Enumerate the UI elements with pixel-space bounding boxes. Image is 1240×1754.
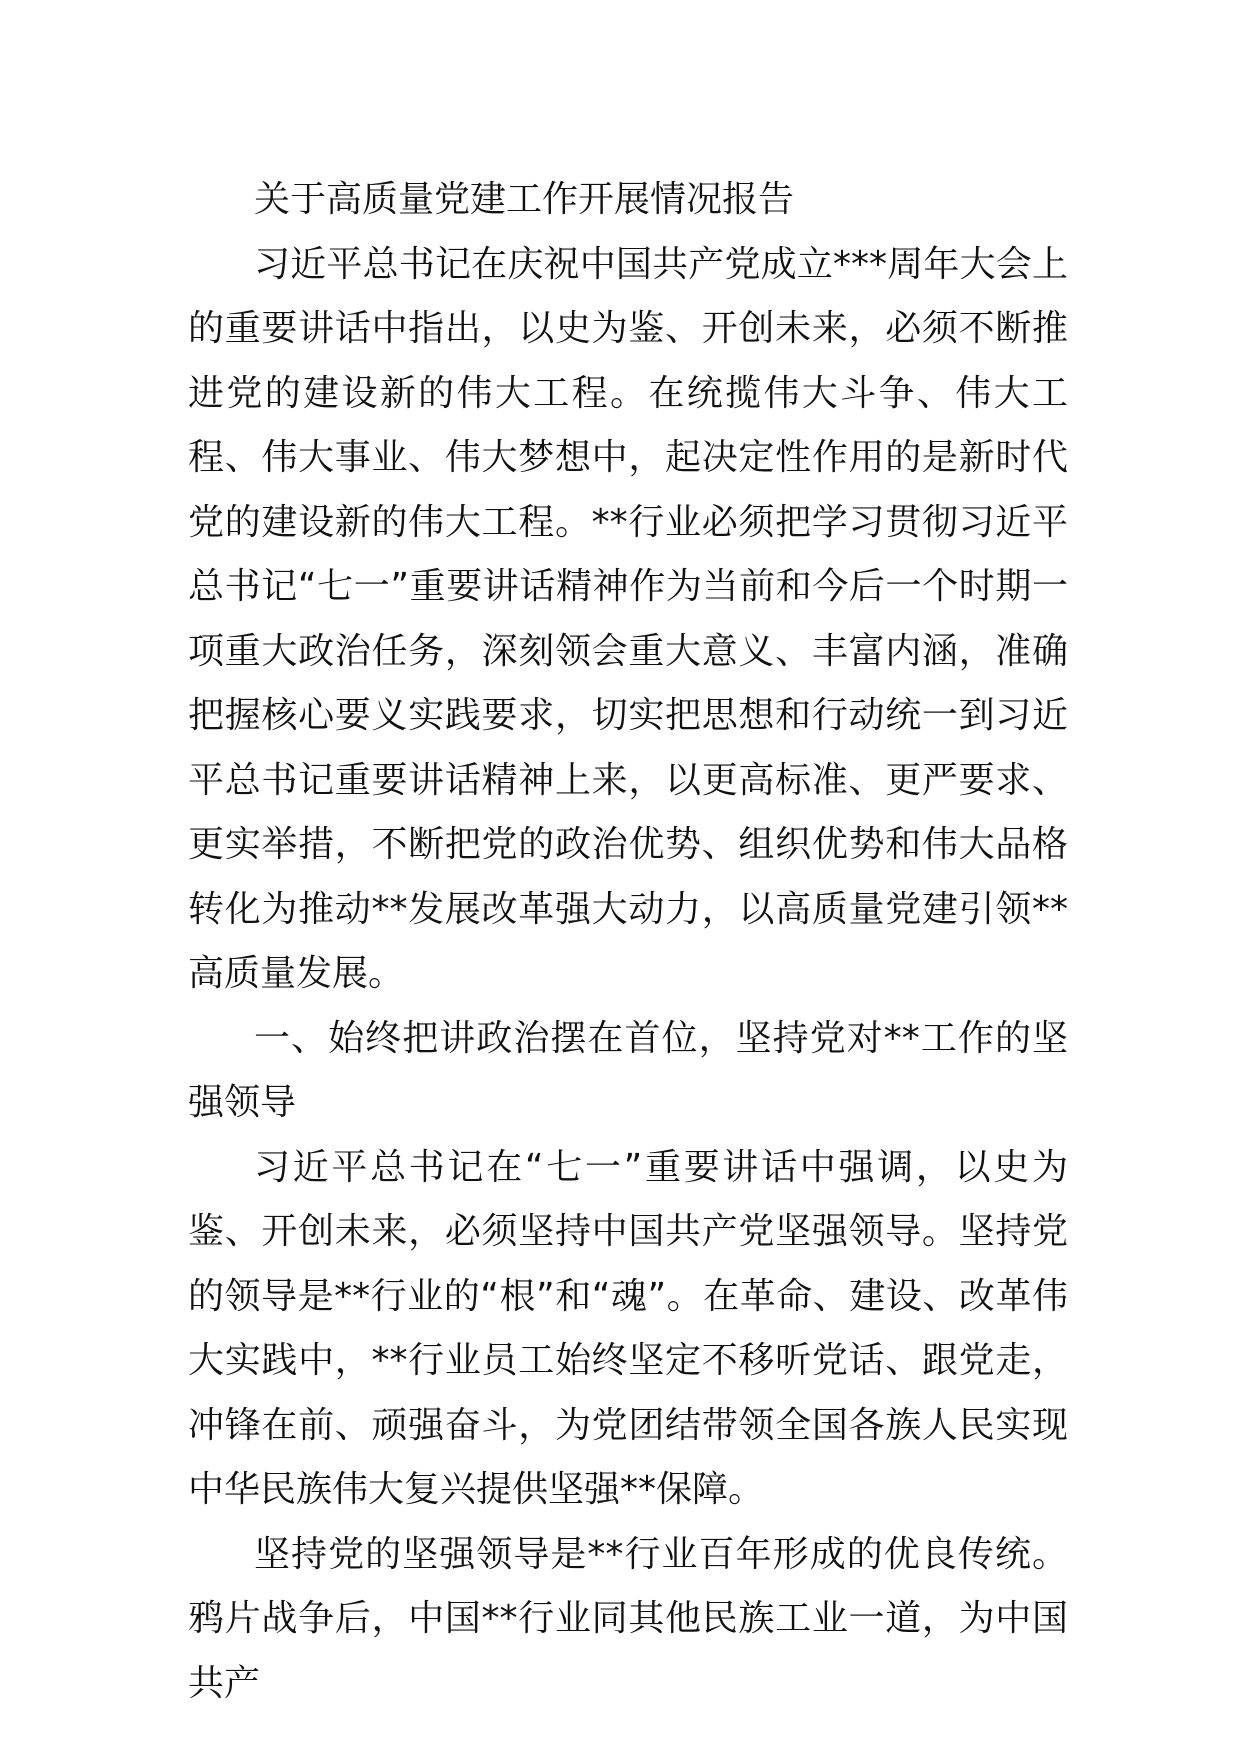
document-title: 关于高质量党建工作开展情况报告 <box>254 179 795 220</box>
paragraph-intro: 习近平总书记在庆祝中国共产党成立***周年大会上的重要讲话中指出，以史为鉴、开创未来，必须不断推进党的建设新的伟大工程。在统揽伟大斗争、伟大工程、伟大事业、伟大梦想中，起决定性作用的是新时代党的建设新的伟大工程。**行业必须把学习贯彻习近平总书记“七一”重要讲话精神作为当前和今后一个时期一项重大政治任务，深刻领会重大意义、丰富内涵，准确把握核心要义实践要求，切实把思想和行动统一到习近平总书记重要讲话精神上来，以更高标准、更严要求、更实举措，不断把党的政治优势、组织优势和伟大品格转化为推动**发展改革强大动力，以高质量党建引领**高质量发展。 <box>188 243 1068 994</box>
paragraph-tradition: 坚持党的坚强领导是**行业百年形成的优良传统。鸦片战争后，中国**行业同其他民族工业一道，为中国共产 <box>188 1533 1068 1704</box>
document-body <box>188 168 1068 1716</box>
paragraph-section-1: 习近平总书记在“七一”重要讲话中强调，以史为鉴、开创未来，必须坚持中国共产党坚强领导。坚持党的领导是**行业的“根”和“魂”。在革命、建设、改革伟大实践中，**行业员工始终坚定不移听党话、跟党走，冲锋在前、顽强奋斗，为党团结带领全国各族人民实现中华民族伟大复兴提供坚强**保障。 <box>188 1146 1068 1510</box>
section-heading-1: 一、始终把讲政治摆在首位，坚持党对**工作的坚强领导 <box>188 1017 1068 1123</box>
